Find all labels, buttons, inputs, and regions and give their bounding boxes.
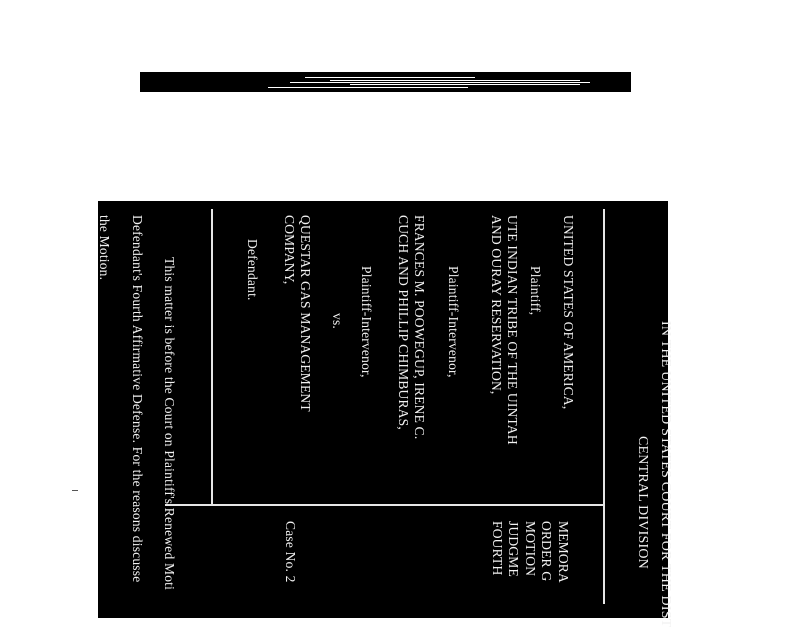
order-title-line-5: FOURTH: [490, 521, 505, 576]
defendant-line-2: COMPANY,: [282, 215, 297, 285]
plaintiff-role: Plaintiff,: [528, 266, 543, 316]
order-title-line-3: MOTION: [523, 521, 538, 577]
intervenor-1-role: Plaintiff-Intervenor,: [446, 266, 461, 378]
caption-divider: [165, 504, 605, 506]
order-title-line-1: MEMORA: [556, 521, 571, 583]
body-line-2: Defendant's Fourth Affirmative Defense. For the reasons discusse: [130, 215, 145, 583]
defendant-role: Defendant.: [245, 239, 260, 301]
body-line-1: This matter is before the Court on Plaintiff's Renewed Moti: [162, 257, 177, 591]
scanned-page: [97, 201, 673, 627]
division-heading: CENTRAL DIVISION: [635, 436, 650, 569]
intervenor-2-role: Plaintiff-Intervenor,: [359, 266, 374, 378]
scan-banner: [140, 72, 631, 92]
scan-speck: [72, 490, 78, 491]
intervenor-1-line-1: UTE INDIAN TRIBE OF THE UINTAH: [505, 215, 520, 445]
caption-top-rule: [603, 209, 605, 604]
caption-bottom-rule: [211, 209, 213, 506]
order-title-line-2: ORDER G: [539, 521, 554, 582]
rotated-document: [97, 201, 673, 627]
defendant-line-1: QUESTAR GAS MANAGEMENT: [298, 215, 313, 412]
court-heading: IN THE UNITED STATES COURT FOR THE DIST: [658, 321, 673, 627]
order-title-line-4: JUDGME: [506, 521, 521, 577]
versus-label: vs.: [330, 313, 345, 329]
body-line-3: the Motion.: [97, 215, 112, 281]
intervenor-1-line-2: AND OURAY RESERVATION,: [489, 215, 504, 395]
intervenor-2-line-1: FRANCES M. POOWEGUP, IRENE C.: [412, 215, 427, 440]
intervenor-2-line-2: CUCH AND PHILLIP CHIMBURAS,: [396, 215, 411, 430]
plaintiff-name: UNITED STATES OF AMERICA,: [561, 215, 576, 410]
case-number: Case No. 2: [283, 521, 298, 583]
